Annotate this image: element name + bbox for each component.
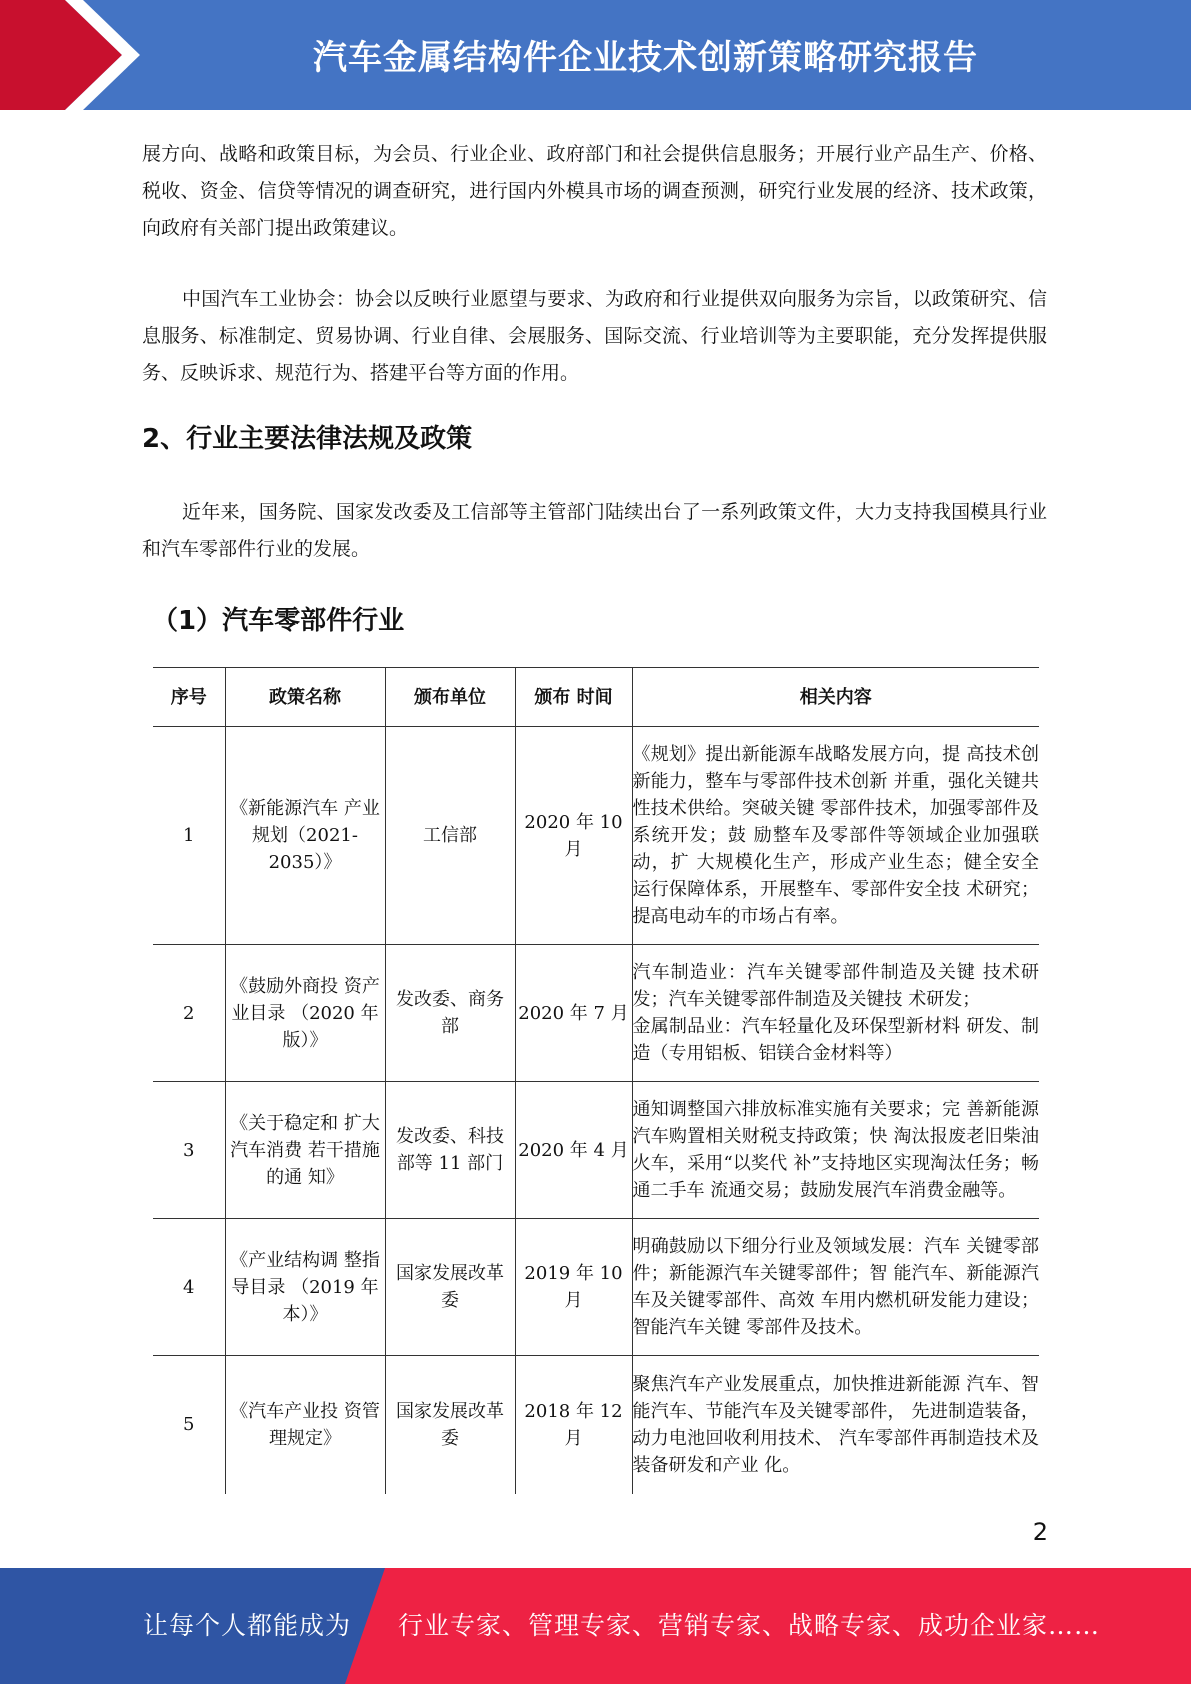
header-policy-name: 政策名称 — [225, 668, 385, 727]
footer-slogan-left: 让每个人都能成为 — [143, 1611, 352, 1640]
cell-no: 4 — [153, 1219, 225, 1356]
cell-date: 2018 年 12 月 — [515, 1356, 632, 1494]
cell-policy-name: 《汽车产业投 资管理规定》 — [225, 1356, 385, 1494]
cell-date: 2019 年 10 月 — [515, 1219, 632, 1356]
cell-policy-name: 《新能源汽车 产业规划（2021-2035）》 — [225, 727, 385, 945]
table-row — [153, 1219, 1039, 1356]
cell-no: 2 — [153, 945, 225, 1082]
policy-table — [153, 667, 1039, 1494]
cell-issuer: 工信部 — [385, 727, 515, 945]
cell-content: 《规划》提出新能源车战略发展方向，提 高技术创新能力，整车与零部件技术创新 并重，强化关键共性技术供给。突破关键 零部件技术，加强零部件及系统开发；鼓 励整车及零部件等领域企业加强联动，扩 大规模化生产，形成产业生态；健全安全 运行保障体系，开展整车、零部件安全技 术研究；提高电动车的市场占有率。 — [632, 727, 1039, 945]
cell-policy-name: 《产业结构调 整指导目录 （2019 年本）》 — [225, 1219, 385, 1356]
header-issuer: 颁布单位 — [385, 668, 515, 727]
cell-no: 5 — [153, 1356, 225, 1494]
section-heading-laws: 2、行业主要法律法规及政策 — [142, 424, 473, 454]
footer-slogan-right: 行业专家、管理专家、营销专家、战略专家、成功企业家…… — [398, 1611, 1101, 1640]
cell-content: 明确鼓励以下细分行业及领域发展：汽车 关键零部件；新能源汽车关键零部件；智 能汽车、新能源汽车及关键零部件、高效 车用内燃机研发能力建设；智能汽车关键 零部件及技术。 — [632, 1219, 1039, 1356]
cell-issuer: 国家发展改革委 — [385, 1219, 515, 1356]
table-header-row — [153, 668, 1039, 727]
report-title: 汽车金属结构件企业技术创新策略研究报告 — [313, 38, 978, 78]
page-header — [0, 0, 1191, 110]
paragraph-continued: 展方向、战略和政策目标，为会员、行业企业、政府部门和社会提供信息服务；开展行业产品生产、价格、税收、资金、信贷等情况的调查研究，进行国内外模具市场的调查预测，研究行业发展的经济、技术政策，向政府有关部门提出政策建议。 — [142, 143, 1047, 239]
page-footer — [0, 1568, 1191, 1684]
cell-date: 2020 年 4 月 — [515, 1082, 632, 1219]
cell-issuer: 发改委、商务部 — [385, 945, 515, 1082]
cell-policy-name: 《鼓励外商投 资产业目录 （2020 年版）》 — [225, 945, 385, 1082]
paragraph-caam: 中国汽车工业协会：协会以反映行业愿望与要求、为政府和行业提供双向服务为宗旨，以政策研究、信息服务、标准制定、贸易协调、行业自律、会展服务、国际交流、行业培训等为主要职能，充分发挥提供服务、反映诉求、规范行为、搭建平台等方面的作用。 — [142, 288, 1047, 384]
cell-policy-name: 《关于稳定和 扩大汽车消费 若干措施的通 知》 — [225, 1082, 385, 1219]
table-row — [153, 727, 1039, 945]
header-date: 颁布 时间 — [515, 668, 632, 727]
table-row — [153, 1082, 1039, 1219]
subsection-heading-auto-parts: （1）汽车零部件行业 — [152, 606, 405, 636]
cell-issuer: 发改委、科技部等 11 部门 — [385, 1082, 515, 1219]
page-number: 2 — [1032, 1518, 1048, 1546]
header-content: 相关内容 — [632, 668, 1039, 727]
paragraph-policy-intro: 近年来，国务院、国家发改委及工信部等主管部门陆续出台了一系列政策文件，大力支持我国模具行业和汽车零部件行业的发展。 — [142, 501, 1047, 560]
cell-date: 2020 年 10 月 — [515, 727, 632, 945]
cell-no: 1 — [153, 727, 225, 945]
header-no: 序号 — [153, 668, 225, 727]
cell-date: 2020 年 7 月 — [515, 945, 632, 1082]
cell-issuer: 国家发展改革委 — [385, 1356, 515, 1494]
cell-content: 通知调整国六排放标准实施有关要求；完 善新能源汽车购置相关财税支持政策；快 淘汰报废老旧柴油火车，采用“以奖代 补”支持地区实现淘汰任务；畅通二手车 流通交易；鼓励发展汽车消费金融等。 — [632, 1082, 1039, 1219]
cell-content: 聚焦汽车产业发展重点，加快推进新能源 汽车、智能汽车、节能汽车及关键零部件， 先进制造装备，动力电池回收利用技术、 汽车零部件再制造技术及装备研发和产业 化。 — [632, 1356, 1039, 1494]
cell-content: 汽车制造业：汽车关键零部件制造及关键 技术研发；汽车关键零部件制造及关键技 术研发； 金属制品业：汽车轻量化及环保型新材料 研发、制造（专用铝板、铝镁合金材料等） — [632, 945, 1039, 1082]
table-row — [153, 1356, 1039, 1494]
table-row — [153, 945, 1039, 1082]
cell-no: 3 — [153, 1082, 225, 1219]
